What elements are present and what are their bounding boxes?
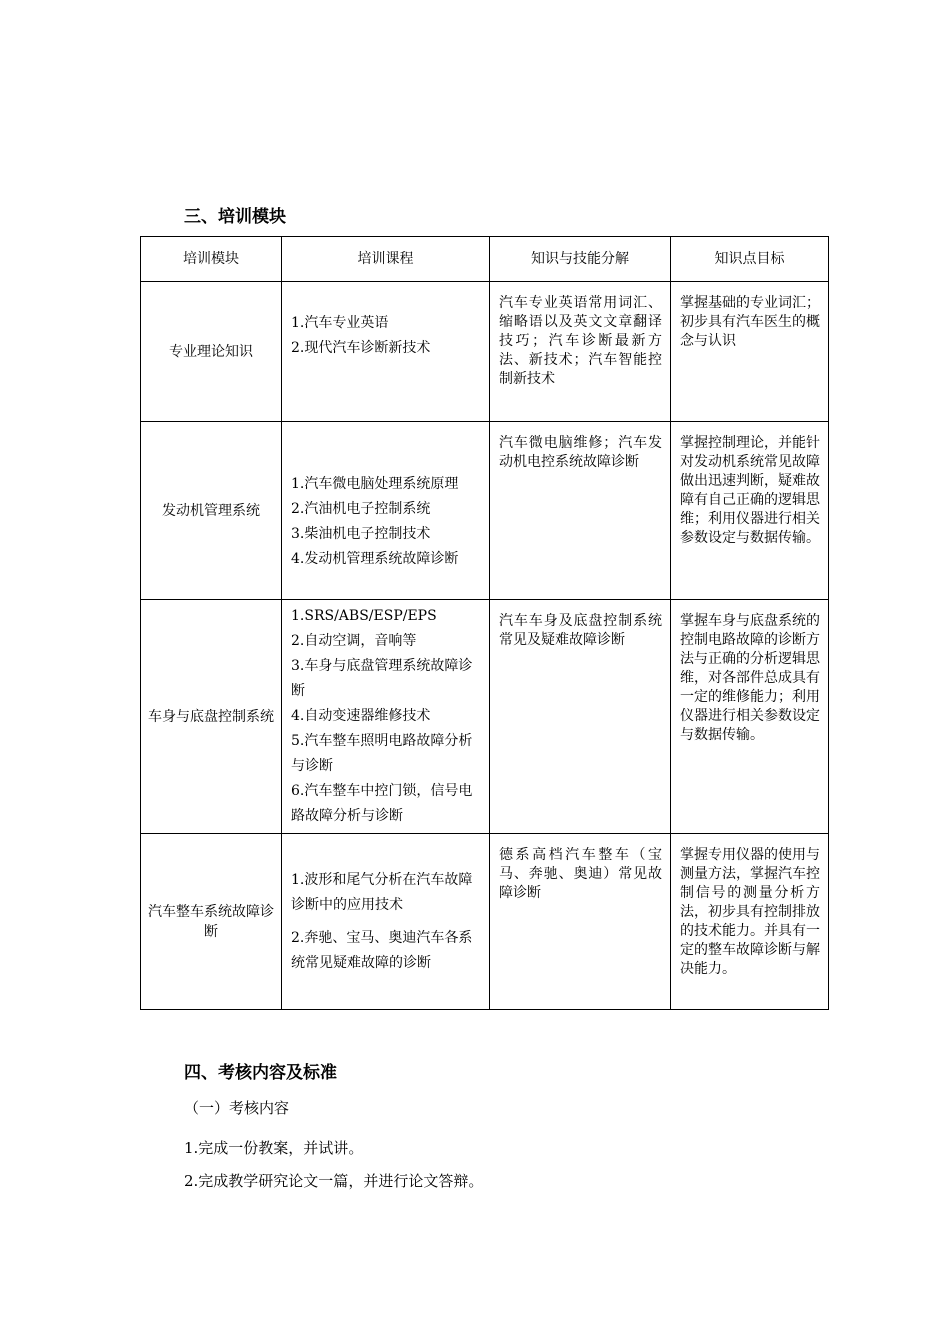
- module-cell: 汽车整车系统故障诊断: [141, 834, 282, 1010]
- course-item: 2.汽油机电子控制系统: [291, 500, 431, 517]
- course-item: 2.自动空调，音响等: [291, 633, 417, 649]
- knowledge-cell: 汽车微电脑维修；汽车发动机电控系统故障诊断: [490, 422, 671, 600]
- course-item: 6.汽车整车中控门锁，信号电路故障分析与诊断: [291, 783, 473, 824]
- module-cell: 车身与底盘控制系统: [141, 600, 282, 834]
- knowledge-cell: 德系高档汽车整车（宝马、奔驰、奥迪）常见故障诊断: [490, 834, 671, 1010]
- course-cell: [282, 834, 490, 1010]
- course-item: 1.波形和尾气分析在汽车故障诊断中的应用技术: [291, 871, 473, 913]
- table-row: [141, 834, 829, 1010]
- goal-cell: 掌握基础的专业词汇；初步具有汽车医生的概念与认识: [671, 282, 829, 422]
- header-knowledge: 知识与技能分解: [490, 237, 671, 282]
- knowledge-cell: 汽车专业英语常用词汇、缩略语以及英文文章翻译技巧；汽车诊断最新方法、新技术；汽车智能控制新技术: [490, 282, 671, 422]
- course-item: 2.奔驰、宝马、奥迪汽车各系统常见疑难故障的诊断: [291, 929, 473, 971]
- table-row: [141, 422, 829, 600]
- goal-cell: 掌握车身与底盘系统的控制电路故障的诊断方法与正确的分析逻辑思维，对各部件总成具有一定的维修能力；利用仪器进行相关参数设定与数据传输。: [671, 600, 829, 834]
- header-course: 培训课程: [282, 237, 490, 282]
- goal-cell: 掌握控制理论，并能针对发动机系统常见故障做出迅速判断，疑难故障有自己正确的逻辑思维；利用仪器进行相关参数设定与数据传输。: [671, 422, 829, 600]
- module-cell: 发动机管理系统: [141, 422, 282, 600]
- course-item: 2.现代汽车诊断新技术: [291, 339, 431, 356]
- list-item: 2.完成教学研究论文一篇，并进行论文答辩。: [184, 1172, 484, 1190]
- course-cell: [282, 600, 490, 834]
- subsection-heading-assessment-content: （一）考核内容: [184, 1099, 290, 1117]
- knowledge-cell: 汽车车身及底盘控制系统常见及疑难故障诊断: [490, 600, 671, 834]
- table-row: [141, 600, 829, 834]
- section-heading-training-modules: 三、培训模块: [184, 207, 286, 227]
- course-item: 5.汽车整车照明电路故障分析与诊断: [291, 733, 473, 774]
- header-module: 培训模块: [141, 237, 282, 282]
- section-heading-assessment: 四、考核内容及标准: [184, 1063, 337, 1083]
- course-item: 4.发动机管理系统故障诊断: [291, 550, 459, 567]
- course-item: 1.SRS/ABS/ESP/EPS: [291, 608, 437, 624]
- course-item: 1.汽车微电脑处理系统原理: [291, 475, 459, 492]
- course-item: 3.柴油机电子控制技术: [291, 525, 431, 542]
- list-item: 1.完成一份教案，并试讲。: [184, 1139, 364, 1157]
- course-item: 3.车身与底盘管理系统故障诊断: [291, 658, 473, 699]
- course-cell: [282, 282, 490, 422]
- table-row: [141, 282, 829, 422]
- module-cell: 专业理论知识: [141, 282, 282, 422]
- training-module-table: [140, 236, 829, 1010]
- course-item: 1.汽车专业英语: [291, 314, 389, 331]
- header-goal: 知识点目标: [671, 237, 829, 282]
- course-cell: [282, 422, 490, 600]
- table-header-row: [141, 237, 829, 282]
- goal-cell: 掌握专用仪器的使用与测量方法，掌握汽车控制信号的测量分析方法，初步具有控制排放的技术能力。并具有一定的整车故障诊断与解决能力。: [671, 834, 829, 1010]
- course-item: 4.自动变速器维修技术: [291, 708, 431, 724]
